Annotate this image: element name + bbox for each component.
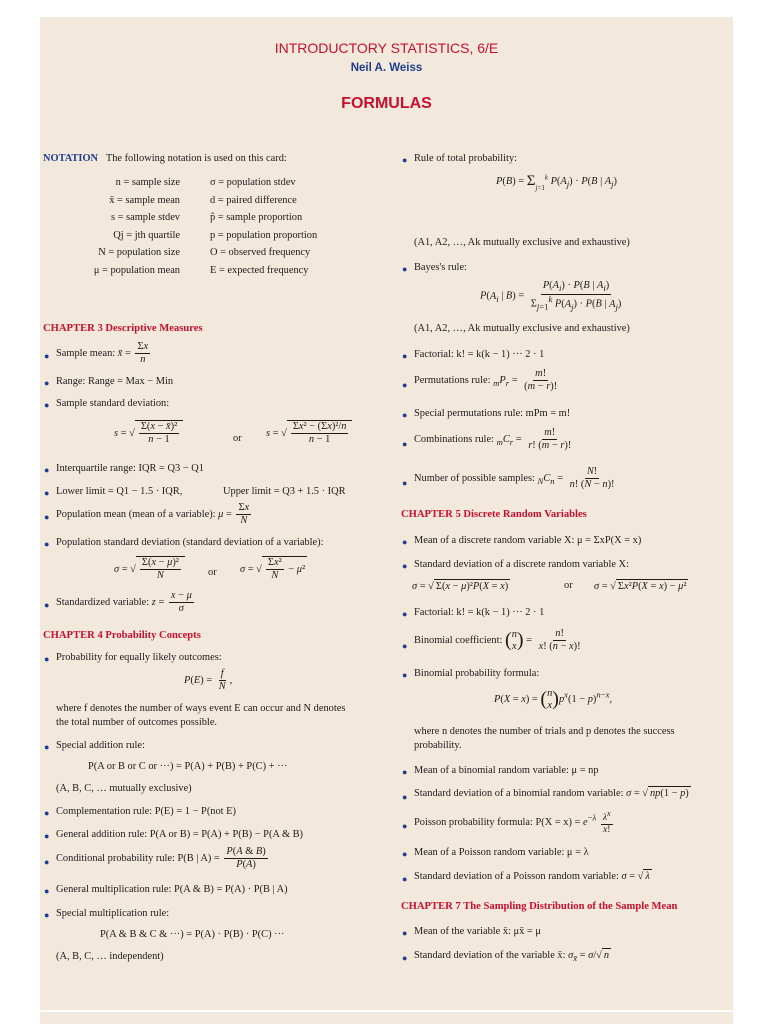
sd-xbar-label: Standard deviation of the variable x̄: — [414, 950, 566, 961]
notation-item: Qj = jth quartile — [113, 229, 180, 241]
range-item: Range: Range = Max − Min — [56, 376, 174, 387]
chapter-4-heading: CHAPTER 4 Probability Concepts — [43, 630, 201, 641]
chapter-5-heading: CHAPTER 5 Discrete Random Variables — [401, 509, 587, 520]
poisson-mean-item: Mean of a Poisson random variable: μ = λ — [414, 847, 589, 858]
sample-mean-item: Sample mean: x̄ = $\frac{\Sigma x}{n}$ — [56, 341, 149, 365]
bullet-icon: ● — [44, 512, 50, 522]
notation-right — [210, 174, 317, 279]
bullet-icon: ● — [402, 928, 408, 938]
bullet-icon: ● — [44, 400, 50, 410]
special-perm-item: Special permutations rule: mPm = m! — [414, 408, 571, 419]
card-title: INTRODUCTORY STATISTICS, 6/E — [274, 40, 499, 56]
bullet-icon: ● — [402, 439, 408, 449]
standardized-label: Standardized variable: — [56, 596, 150, 608]
bayes-note: (A1, A2, …, Ak mutually exclusive and exhaustive) — [414, 323, 630, 334]
poisson-formula-label: Poisson probability formula: P(X = x) = — [414, 816, 581, 828]
bullet-icon: ● — [44, 808, 50, 818]
standardized-item: Standardized variable: z = $\frac{x - \mu}{\sigma}$ — [56, 590, 192, 614]
sample-sd-formula-2: s = √ $\frac{\text{Σx² − (Σx)²/n}}{n - 1}$ — [266, 420, 352, 446]
pop-sd-item: Population standard deviation (standard deviation of a variable): — [56, 537, 324, 548]
bottom-strip — [40, 1012, 733, 1024]
notation-item: n = sample size — [115, 177, 180, 188]
card-subtitle: FORMULAS — [341, 95, 432, 112]
bullet-icon: ● — [402, 641, 408, 651]
bullet-icon: ● — [402, 155, 408, 165]
special-addition-item: Special addition rule: — [56, 740, 145, 751]
num-samples-label: Number of possible samples: — [414, 472, 535, 484]
special-mult-note: (A, B, C, … independent) — [56, 951, 164, 962]
bullet-icon: ● — [402, 351, 408, 361]
sd-drv-item: Standard deviation of a discrete random variable X: — [414, 559, 629, 570]
notation-item: E = expected frequency — [210, 264, 309, 276]
equally-likely-note: where f denotes the number of ways event E can occur and N denotes the total number of outcomes possible. — [56, 703, 346, 728]
bullet-icon: ● — [44, 600, 50, 610]
notation-label: NOTATION — [43, 153, 99, 164]
author: Neil A. Weiss — [350, 62, 423, 74]
total-prob-note: (A1, A2, …, Ak mutually exclusive and exhaustive) — [414, 237, 630, 248]
notation-heading — [43, 152, 287, 165]
pop-sd-formula-1: σ = √ $\frac{\text{Σ(x − μ)²}}{N}$ — [114, 556, 185, 582]
notation-item: N = population size — [98, 247, 180, 258]
bullet-icon: ● — [402, 874, 408, 884]
sample-sd-formula-1: s = √ $\frac{\text{Σ(x − x̄)²}}{n - 1}$ — [114, 420, 183, 446]
bullet-icon: ● — [402, 849, 408, 859]
mean-drv-item: Mean of a discrete random variable X: μ = ΣxP(X = x) — [414, 535, 642, 546]
bullet-icon: ● — [44, 831, 50, 841]
binom-mean-item: Mean of a binomial random variable: μ = np — [414, 765, 599, 776]
bullet-icon: ● — [44, 857, 50, 867]
complementation-item: Complementation rule: P(E) = 1 − P(not E) — [56, 806, 236, 817]
notation-item: μ = population mean — [93, 264, 180, 276]
poisson-sd-item: Standard deviation of a Poisson random variable: σ = √ λ — [414, 871, 650, 882]
bullet-icon: ● — [402, 767, 408, 777]
combinations-label: Combinations rule: — [414, 433, 494, 445]
bullet-icon: ● — [44, 539, 50, 549]
equally-likely-formula: P(E) = $\frac{f}{N}$ , — [184, 668, 233, 692]
notation-item: x̄ = sample mean — [109, 194, 180, 206]
bullet-icon: ● — [402, 792, 408, 802]
chapter-3-heading: CHAPTER 3 Descriptive Measures — [43, 323, 203, 334]
bullet-icon: ● — [402, 410, 408, 420]
lower-limit-item: Lower limit = Q1 − 1.5 · IQR, — [56, 486, 183, 497]
binom-sd-label: Standard deviation of a binomial random variable: — [414, 788, 624, 799]
bullet-icon: ● — [402, 561, 408, 571]
special-addition-note: (A, B, C, … mutually exclusive) — [56, 783, 192, 794]
combinations-item: Combinations rule: $_mC_r$ = $\frac{m!}{r! (m - r)!}$ — [414, 427, 572, 451]
bayes-formula: $P(A_i$ | B) = $\frac{P(A_i) \cdot P(B | A_i)}{\Sigma_{j=1}^k P(A_j) \cdot P(B | A_j)}$ — [480, 280, 622, 312]
notation-item: σ = population stdev — [210, 177, 296, 188]
bullet-icon: ● — [44, 910, 50, 920]
notation-item: p = population proportion — [210, 229, 318, 241]
special-mult-formula: P(A & B & C & ···) = P(A) · P(B) · P(C) ··· — [100, 929, 285, 940]
sample-mean-label: Sample mean: — [56, 347, 116, 359]
iqr-item: Interquartile range: IQR = Q3 − Q1 — [56, 463, 204, 474]
sd-drv-formula-1: σ = √ Σ(x − μ)²P(X = x) — [412, 581, 509, 592]
notation-intro: The following notation is used on this card: — [105, 153, 287, 164]
factorial-item-2: Factorial: k! = k(k − 1) ··· 2 · 1 — [414, 607, 545, 618]
bullet-icon: ● — [44, 742, 50, 752]
bullet-icon: ● — [402, 609, 408, 619]
bullet-icon: ● — [402, 537, 408, 547]
special-mult-item: Special multiplication rule: — [56, 908, 170, 919]
bullet-icon: ● — [402, 380, 408, 390]
poisson-formula-item: Poisson probability formula: $P(X = x) = e^{-\lambda}$ $\frac{\lambda^x}{x!}$ — [414, 809, 611, 836]
binom-formula: P(X = x) = ( n x )$p^x(1 - p)^{n-x}$, — [494, 687, 613, 711]
sd-xbar-item: Standard deviation of the variable x̄: $\sigma_{x̄} = \sigma/√$ n — [414, 950, 610, 964]
bullet-icon: ● — [402, 821, 408, 831]
binom-sd-item: Standard deviation of a binomial random variable: σ = √ np(1 − p) — [414, 788, 689, 799]
binom-coef-label: Binomial coefficient: — [414, 634, 503, 646]
permutations-item: Permutations rule: $_mP_r$ = $\frac{m!}{(m - r)!}$ — [414, 368, 558, 392]
total-prob-item: Rule of total probability: — [414, 153, 518, 164]
bullet-icon: ● — [44, 465, 50, 475]
or-text: or — [564, 580, 573, 591]
sd-drv-formula-2: σ = √ Σx²P(X = x) − μ² — [594, 581, 687, 592]
equally-likely-item: Probability for equally likely outcomes: — [56, 652, 222, 663]
num-samples-item: Number of possible samples: $_NC_n$ = $\frac{N!}{n! (N - n)!}$ — [414, 466, 615, 490]
bullet-icon: ● — [402, 478, 408, 488]
pop-mean-item: Population mean (mean of a variable): μ = $\frac{\Sigma x}{N}$ — [56, 502, 250, 526]
notation-item: p̂ = sample proportion — [210, 212, 303, 223]
poisson-sd-label: Standard deviation of a Poisson random variable: — [414, 871, 619, 882]
bullet-icon: ● — [402, 670, 408, 680]
bullet-icon: ● — [44, 488, 50, 498]
pop-mean-label: Population mean (mean of a variable): — [56, 508, 216, 520]
bullet-icon: ● — [44, 351, 50, 361]
notation-item: d = paired difference — [210, 194, 297, 206]
permutations-label: Permutations rule: — [414, 374, 491, 386]
bayes-item: Bayes's rule: — [414, 262, 467, 273]
special-addition-formula: P(A or B or C or ···) = P(A) + P(B) + P(C) + ··· — [88, 761, 288, 772]
factorial-item: Factorial: k! = k(k − 1) ··· 2 · 1 — [414, 349, 545, 360]
bullet-icon: ● — [402, 264, 408, 274]
notation-left — [80, 174, 180, 279]
conditional-label: Conditional probability rule: P(B | A) = — [56, 852, 220, 864]
sample-sd-item: Sample standard deviation: — [56, 398, 170, 409]
or-text: or — [208, 567, 217, 578]
binom-note: where n denotes the number of trials and p denotes the success probability. — [414, 726, 675, 751]
notation-item: O = observed frequency — [210, 247, 311, 258]
pop-sd-formula-2: σ = √ $\frac{\text{Σx²}}{N}$ − μ² — [240, 557, 306, 581]
binom-coef-item: Binomial coefficient: ( n x ) = $\frac{n!}{x! (n - x)!}$ — [414, 628, 581, 652]
notation-item: s = sample stdev — [110, 212, 180, 223]
binom-formula-item: Binomial probability formula: — [414, 668, 540, 679]
chapter-7-heading: CHAPTER 7 The Sampling Distribution of the Sample Mean — [401, 901, 678, 912]
bullet-icon: ● — [44, 378, 50, 388]
total-prob-formula: $P(B) = \Sigma_{j=1}^k$ $P(A_j) \cdot P(B$ | $A_j$) — [496, 173, 617, 192]
general-mult-item: General multiplication rule: P(A & B) = P(A) · P(B | A) — [56, 884, 288, 895]
bullet-icon: ● — [44, 886, 50, 896]
mean-xbar-item: Mean of the variable x̄: μx̄ = μ — [414, 926, 541, 937]
general-addition-item: General addition rule: P(A or B) = P(A) + P(B) − P(A & B) — [56, 829, 304, 840]
or-text: or — [233, 433, 242, 444]
bullet-icon: ● — [44, 654, 50, 664]
conditional-item: Conditional probability rule: P(B | A) = $\frac{P(A \& B)}{P(A)}$ — [56, 846, 266, 870]
formula-card — [40, 17, 733, 1010]
bullet-icon: ● — [402, 953, 408, 963]
upper-limit-item: Upper limit = Q3 + 1.5 · IQR — [223, 486, 346, 497]
